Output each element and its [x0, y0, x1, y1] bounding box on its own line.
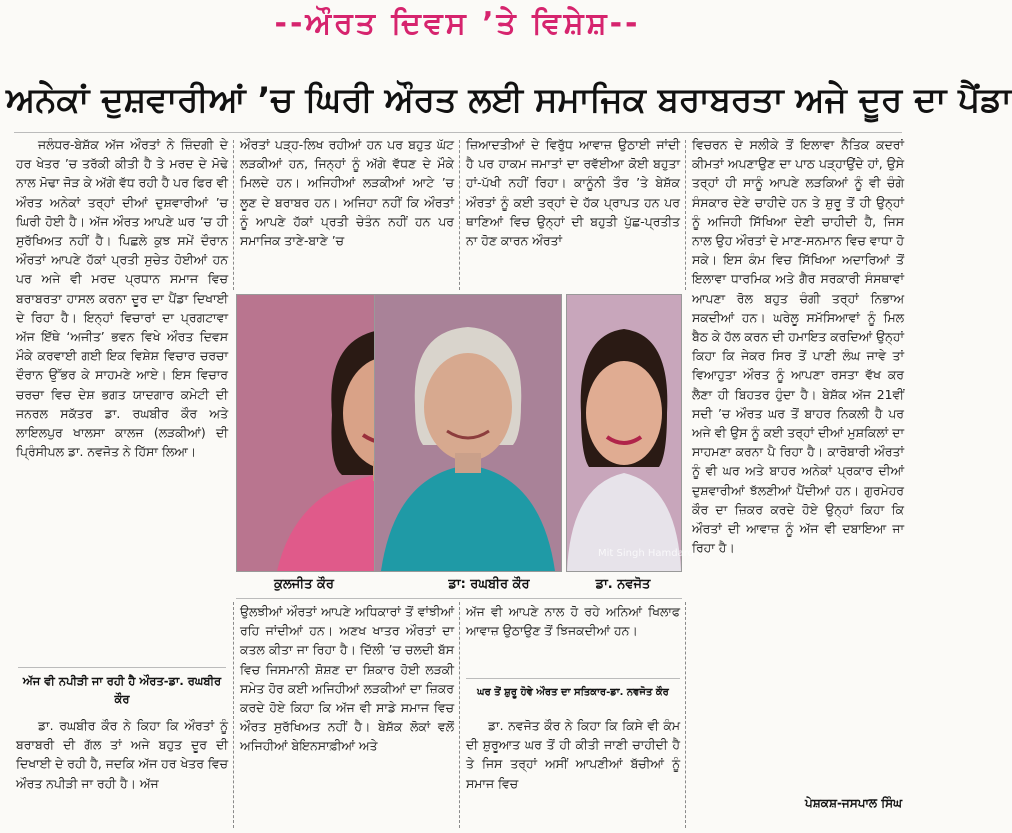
portrait-2-image	[375, 295, 561, 571]
column-divider-lower-2	[685, 602, 686, 828]
caption-kuljeet-kaur: ਕੁਲਜੀਤ ਕੌਰ	[274, 577, 334, 592]
section-kicker: --ਔਰਤ ਦਿਵਸ ’ਤੇ ਵਿਸ਼ੇਸ਼--	[274, 6, 641, 41]
column-1-subhead-rule	[18, 667, 226, 668]
column-divider-2	[459, 140, 460, 290]
column-divider-3	[685, 140, 686, 290]
article-column-2	[240, 135, 454, 290]
article-column-1-part2	[16, 716, 228, 828]
article-column-2-part2	[240, 602, 454, 828]
column-divider-lower-0	[233, 602, 234, 828]
byline: ਪੇਸ਼ਕਸ਼-ਜਸਪਾਲ ਸਿੰਘ	[805, 796, 902, 810]
column-divider-lower-1	[459, 602, 460, 828]
portrait-2-face	[424, 353, 512, 461]
column-4-text: ਵਿਚਰਨ ਦੇ ਸਲੀਕੇ ਤੋਂ ਇਲਾਵਾ ਨੈਤਿਕ ਕਦਰਾਂ ਕੀਮਤਾਂ ਅਪਣਾਉਣ ਦਾ ਪਾਠ ਪੜ੍ਹਾਉਂਦੇ ਹਾਂ, ਉਸੇ ਤਰ੍ਹਾਂ ਹੀ ਸਾਨੂੰ ਆਪਣੇ ਲੜਕਿਆਂ ਨੂੰ ਵੀ ਚੰਗੇ ਸੰਸਕਾਰ ਦੇਣੇ ਚਾਹੀਦੇ ਹਨ ਤੇ ਸ਼ੁਰੂ ਤੋਂ ਹੀ ਉਨ੍ਹਾਂ ਨੂੰ ਅਜਿਹੀ ਸਿੱਖਿਆ ਦੇਣੀ ਚਾਹੀਦੀ ਹੈ, ਜਿਸ ਨਾਲ ਉਹ ਔਰਤਾਂ ਦੇ ਮਾਣ-ਸਨਮਾਨ ਵਿਚ ਵਾਧਾ ਹੋ ਸਕੇ। ਇਸ ਕੰਮ ਵਿਚ ਸਿੱਖਿਆ ਅਦਾਰਿਆਂ ਤੋਂ ਇਲਾਵਾ ਧਾਰਮਿਕ ਅਤੇ ਗੈਰ ਸਰਕਾਰੀ ਸੰਸਥਾਵਾਂ ਆਪਣਾ ਰੋਲ ਬਹੁਤ ਚੰਗੀ ਤਰ੍ਹਾਂ ਨਿਭਾਅ ਸਕਦੀਆਂ ਹਨ। ਘਰੇਲੂ ਸਮੱਸਿਆਵਾਂ ਨੂੰ ਮਿਲ ਬੈਠ ਕੇ ਹੱਲ ਕਰਨ ਦੀ ਹਮਾਇਤ ਕਰਦਿਆਂ ਉਨ੍ਹਾਂ ਕਿਹਾ ਕਿ ਜੇਕਰ ਸਿਰ ਤੋਂ ਪਾਣੀ ਲੰਘ ਜਾਵੇ ਤਾਂ ਵਿਆਹੁਤਾ ਔਰਤ ਨੂੰ ਆਪਣਾ ਰਸਤਾ ਵੱਖ ਕਰ ਲੈਣਾ ਹੀ ਬਿਹਤਰ ਹੁੰਦਾ ਹੈ। ਬੇਸ਼ੱਕ ਅੱਜ 21ਵੀਂ ਸਦੀ ’ਚ ਔਰਤ ਘਰ ਤੋਂ ਬਾਹਰ ਨਿਕਲੀ ਹੈ ਪਰ ਅਜੇ ਵੀ ਉਸ ਨੂੰ ਕਈ ਤਰ੍ਹਾਂ ਦੀਆਂ ਮੁਸ਼ਕਿਲਾਂ ਦਾ ਸਾਹਮਣਾ ਕਰਨਾ ਪੈ ਰਿਹਾ ਹੈ। ਕਾਰੋਬਾਰੀ ਔਰਤਾਂ ਨੂੰ ਵੀ ਘਰ ਅਤੇ ਬਾਹਰ ਅਨੇਕਾਂ ਪ੍ਰਕਾਰ ਦੀਆਂ ਦੁਸ਼ਵਾਰੀਆਂ ਝੱਲਣੀਆਂ ਪੈਂਦੀਆਂ ਹਨ। ਗੁਰਮੇਹਰ ਕੌਰ ਦਾ ਜ਼ਿਕਰ ਕਰਦੇ ਹੋਏ ਉਨ੍ਹਾਂ ਕਿਹਾ ਕਿ ਔਰਤਾਂ ਦੀ ਆਵਾਜ਼ ਨੂੰ ਅੱਜ ਵੀ ਦਬਾਇਆ ਜਾ ਰਿਹਾ ਹੈ।	[692, 137, 904, 556]
caption-navjot: ਡਾ. ਨਵਜੋਤ	[595, 577, 651, 592]
column-3-text-part2: ਅੱਜ ਵੀ ਆਪਣੇ ਨਾਲ ਹੋ ਰਹੇ ਅਨਿਆਂ ਖਿਲਾਫ ਆਵਾਜ਼ ਉਠਾਉਣ ਤੋਂ ਝਿਜਕਦੀਆਂ ਹਨ।	[466, 604, 680, 639]
article-column-3-part2	[466, 602, 680, 662]
caption-raghbir-kaur: ਡਾ: ਰਘਬੀਰ ਕੌਰ	[448, 577, 530, 592]
page-headline: ਅਨੇਕਾਂ ਦੁਸ਼ਵਾਰੀਆਂ ’ਚ ਘਿਰੀ ਔਰਤ ਲਈ ਸਮਾਜਿਕ ਬਰਾਬਰਤਾ ਅਜੇ ਦੂਰ ਦਾ ਪੈਂਡਾ	[6, 80, 1012, 120]
column-1-subhead: ਅੱਜ ਵੀ ਨਪੀੜੀ ਜਾ ਰਹੀ ਹੈ ਔਰਤ-ਡਾ. ਰਘਬੀਰ ਕੌਰ	[22, 674, 222, 706]
article-column-3-part3	[466, 716, 680, 828]
column-2-text: ਔਰਤਾਂ ਪੜ੍ਹ-ਲਿਖ ਰਹੀਆਂ ਹਨ ਪਰ ਬਹੁਤ ਘੱਟ ਲੜਕੀਆਂ ਹਨ, ਜਿਨ੍ਹਾਂ ਨੂੰ ਅੱਗੇ ਵੱਧਣ ਦੇ ਮੌਕੇ ਮਿਲਦੇ ਹਨ। ਅਜਿਹੀਆਂ ਲੜਕੀਆਂ ਆਟੇ ’ਚ ਲੂਣ ਦੇ ਬਰਾਬਰ ਹਨ। ਅਜਿਹਾ ਨਹੀਂ ਕਿ ਔਰਤਾਂ ਨੂੰ ਆਪਣੇ ਹੱਕਾਂ ਪ੍ਰਤੀ ਚੇਤੰਨ ਨਹੀਂ ਹਨ ਪਰ ਸਮਾਜਿਕ ਤਾਣੇ-ਬਾਣੇ ’ਚ	[240, 137, 454, 249]
article-column-4	[692, 135, 904, 785]
column-3-subhead: ਘਰ ਤੋਂ ਸ਼ੁਰੂ ਹੋਵੇ ਔਰਤ ਦਾ ਸਤਿਕਾਰ-ਡਾ. ਨਵਜੋਤ ਕੌਰ	[477, 687, 669, 698]
caption-rule	[236, 598, 682, 599]
article-column-1-continued	[16, 425, 228, 630]
photo-raghbir-kaur-frame	[374, 294, 562, 572]
column-2-text-part2: ਉਲਝੀਆਂ ਔਰਤਾਂ ਆਪਣੇ ਅਧਿਕਾਰਾਂ ਤੋਂ ਵਾਂਝੀਆਂ ਰਹਿ ਜਾਂਦੀਆਂ ਹਨ। ਅਣਖ ਖਾਤਰ ਔਰਤਾਂ ਦਾ ਕਤਲ ਕੀਤਾ ਜਾ ਰਿਹਾ ਹੈ। ਦਿੱਲੀ ’ਚ ਚਲਦੀ ਬੱਸ ਵਿਚ ਜਿਸਮਾਨੀ ਸ਼ੋਸ਼ਣ ਦਾ ਸ਼ਿਕਾਰ ਹੋਈ ਲੜਕੀ ਸਮੇਤ ਹੋਰ ਕਈ ਅਜਿਹੀਆਂ ਲੜਕੀਆਂ ਦਾ ਜ਼ਿਕਰ ਕਰਦੇ ਹੋਏ ਕਿਹਾ ਕਿ ਅੱਜ ਵੀ ਸਾਡੇ ਸਮਾਜ ਵਿਚ ਔਰਤ ਸੁਰੱਖਿਅਤ ਨਹੀਂ ਹੈ। ਬੇਸ਼ੱਕ ਲੋਕਾਂ ਵਲੋਂ ਅਜਿਹੀਆਂ ਬੇਇਨਸਾਫ਼ੀਆਂ ਅਤੇ	[240, 604, 454, 754]
header-rule	[14, 132, 902, 133]
portrait-3-face	[586, 361, 662, 465]
portrait-2-neck	[455, 453, 481, 473]
column-3-text: ਜ਼ਿਆਦਤੀਆਂ ਦੇ ਵਿਰੁੱਧ ਆਵਾਜ਼ ਉਠਾਈ ਜਾਂਦੀ ਹੈ ਪਰ ਹਾਕਮ ਜਮਾਤਾਂ ਦਾ ਰਵੱਈਆ ਕੋਈ ਬਹੁਤਾ ਹਾਂ-ਪੱਖੀ ਨਹੀਂ ਰਿਹਾ। ਕਾਨੂੰਨੀ ਤੌਰ ’ਤੇ ਬੇਸ਼ੱਕ ਔਰਤਾਂ ਨੂੰ ਕਈ ਤਰ੍ਹਾਂ ਦੇ ਹੱਕ ਪ੍ਰਾਪਤ ਹਨ ਪਰ ਥਾਣਿਆਂ ਵਿਚ ਉਨ੍ਹਾਂ ਦੀ ਬਹੁਤੀ ਪੁੱਛ-ਪ੍ਰਤੀਤ ਨਾ ਹੋਣ ਕਾਰਨ ਔਰਤਾਂ	[466, 137, 680, 249]
photo-navjot	[566, 294, 682, 572]
portrait-3-image	[567, 295, 681, 571]
column-divider-1	[233, 140, 234, 290]
column-3-text-part3: ਡਾ. ਨਵਜੋਤ ਕੌਰ ਨੇ ਕਿਹਾ ਕਿ ਕਿਸੇ ਵੀ ਕੰਮ ਦੀ ਸ਼ੁਰੂਆਤ ਘਰ ਤੋਂ ਹੀ ਕੀਤੀ ਜਾਣੀ ਚਾਹੀਦੀ ਹੈ ਤੇ ਜਿਸ ਤਰ੍ਹਾਂ ਅਸੀਂ ਆਪਣੀਆਂ ਬੱਚੀਆਂ ਨੂੰ ਸਮਾਜ ਵਿਚ	[466, 718, 680, 791]
photo-watermark: Mit Singh Hamdard	[598, 548, 694, 559]
column-1-text-part2: ਡਾ. ਰਘਬੀਰ ਕੌਰ ਨੇ ਕਿਹਾ ਕਿ ਔਰਤਾਂ ਨੂੰ ਬਰਾਬਰੀ ਦੀ ਗੱਲ ਤਾਂ ਅਜੇ ਬਹੁਤ ਦੂਰ ਦੀ ਦਿਖਾਈ ਦੇ ਰਹੀ ਹੈ, ਜਦਕਿ ਅੱਜ ਹਰ ਖੇਤਰ ਵਿਚ ਔਰਤ ਨਪੀੜੀ ਜਾ ਰਹੀ ਹੈ। ਅੱਜ	[16, 718, 228, 791]
column-3-subhead-rule	[466, 678, 680, 679]
article-column-3	[466, 135, 680, 290]
article-column-1	[16, 135, 228, 460]
column-1-text: ਜਲੰਧਰ-ਬੇਸ਼ੱਕ ਅੱਜ ਔਰਤਾਂ ਨੇ ਜ਼ਿੰਦਗੀ ਦੇ ਹਰ ਖੇਤਰ ’ਚ ਤਰੱਕੀ ਕੀਤੀ ਹੈ ਤੇ ਮਰਦ ਦੇ ਮੋਢੇ ਨਾਲ ਮੋਢਾ ਜੋੜ ਕੇ ਅੱਗੇ ਵੱਧ ਰਹੀ ਹੈ ਪਰ ਫਿਰ ਵੀ ਔਰਤ ਅਨੇਕਾਂ ਤਰ੍ਹਾਂ ਦੀਆਂ ਦੁਸ਼ਵਾਰੀਆਂ ’ਚ ਘਿਰੀ ਹੋਈ ਹੈ। ਅੱਜ ਔਰਤ ਆਪਣੇ ਘਰ ’ਚ ਹੀ ਸੁਰੱਖਿਅਤ ਨਹੀਂ ਹੈ। ਪਿਛਲੇ ਕੁਝ ਸਮੇਂ ਦੌਰਾਨ ਔਰਤਾਂ ਆਪਣੇ ਹੱਕਾਂ ਪ੍ਰਤੀ ਸੁਚੇਤ ਹੋਈਆਂ ਹਨ ਪਰ ਅਜੇ ਵੀ ਮਰਦ ਪ੍ਰਧਾਨ ਸਮਾਜ ਵਿਚ ਬਰਾਬਰਤਾ ਹਾਸਲ ਕਰਨਾ ਦੂਰ ਦਾ ਪੈਂਡਾ ਦਿਖਾਈ ਦੇ ਰਿਹਾ ਹੈ। ਇਨ੍ਹਾਂ ਵਿਚਾਰਾਂ ਦਾ ਪ੍ਰਗਟਾਵਾ ਅੱਜ ਇੱਥੇ ‘ਅਜੀਤ’ ਭਵਨ ਵਿਖੇ ਔਰਤ ਦਿਵਸ ਮੌਕੇ ਕਰਵਾਈ ਗਈ ਇਕ ਵਿਸ਼ੇਸ਼ ਵਿਚਾਰ ਚਰਚਾ ਦੌਰਾਨ ਉੱਭਰ ਕੇ ਸਾਹਮਣੇ ਆਏ। ਇਸ ਵਿਚਾਰ ਚਰਚਾ ਵਿਚ ਦੇਸ਼ ਭਗਤ ਯਾਦਗਾਰ ਕਮੇਟੀ ਦੀ ਜਨਰਲ ਸਕੱਤਰ ਡਾ. ਰਘਬੀਰ ਕੌਰ ਅਤੇ ਲਾਇਲਪੁਰ ਖਾਲਸਾ ਕਾਲਜ (ਲੜਕੀਆਂ) ਦੀ ਪ੍ਰਿੰਸੀਪਲ ਡਾ. ਨਵਜੋਤ ਨੇ ਹਿੱਸਾ ਲਿਆ।	[16, 137, 228, 460]
